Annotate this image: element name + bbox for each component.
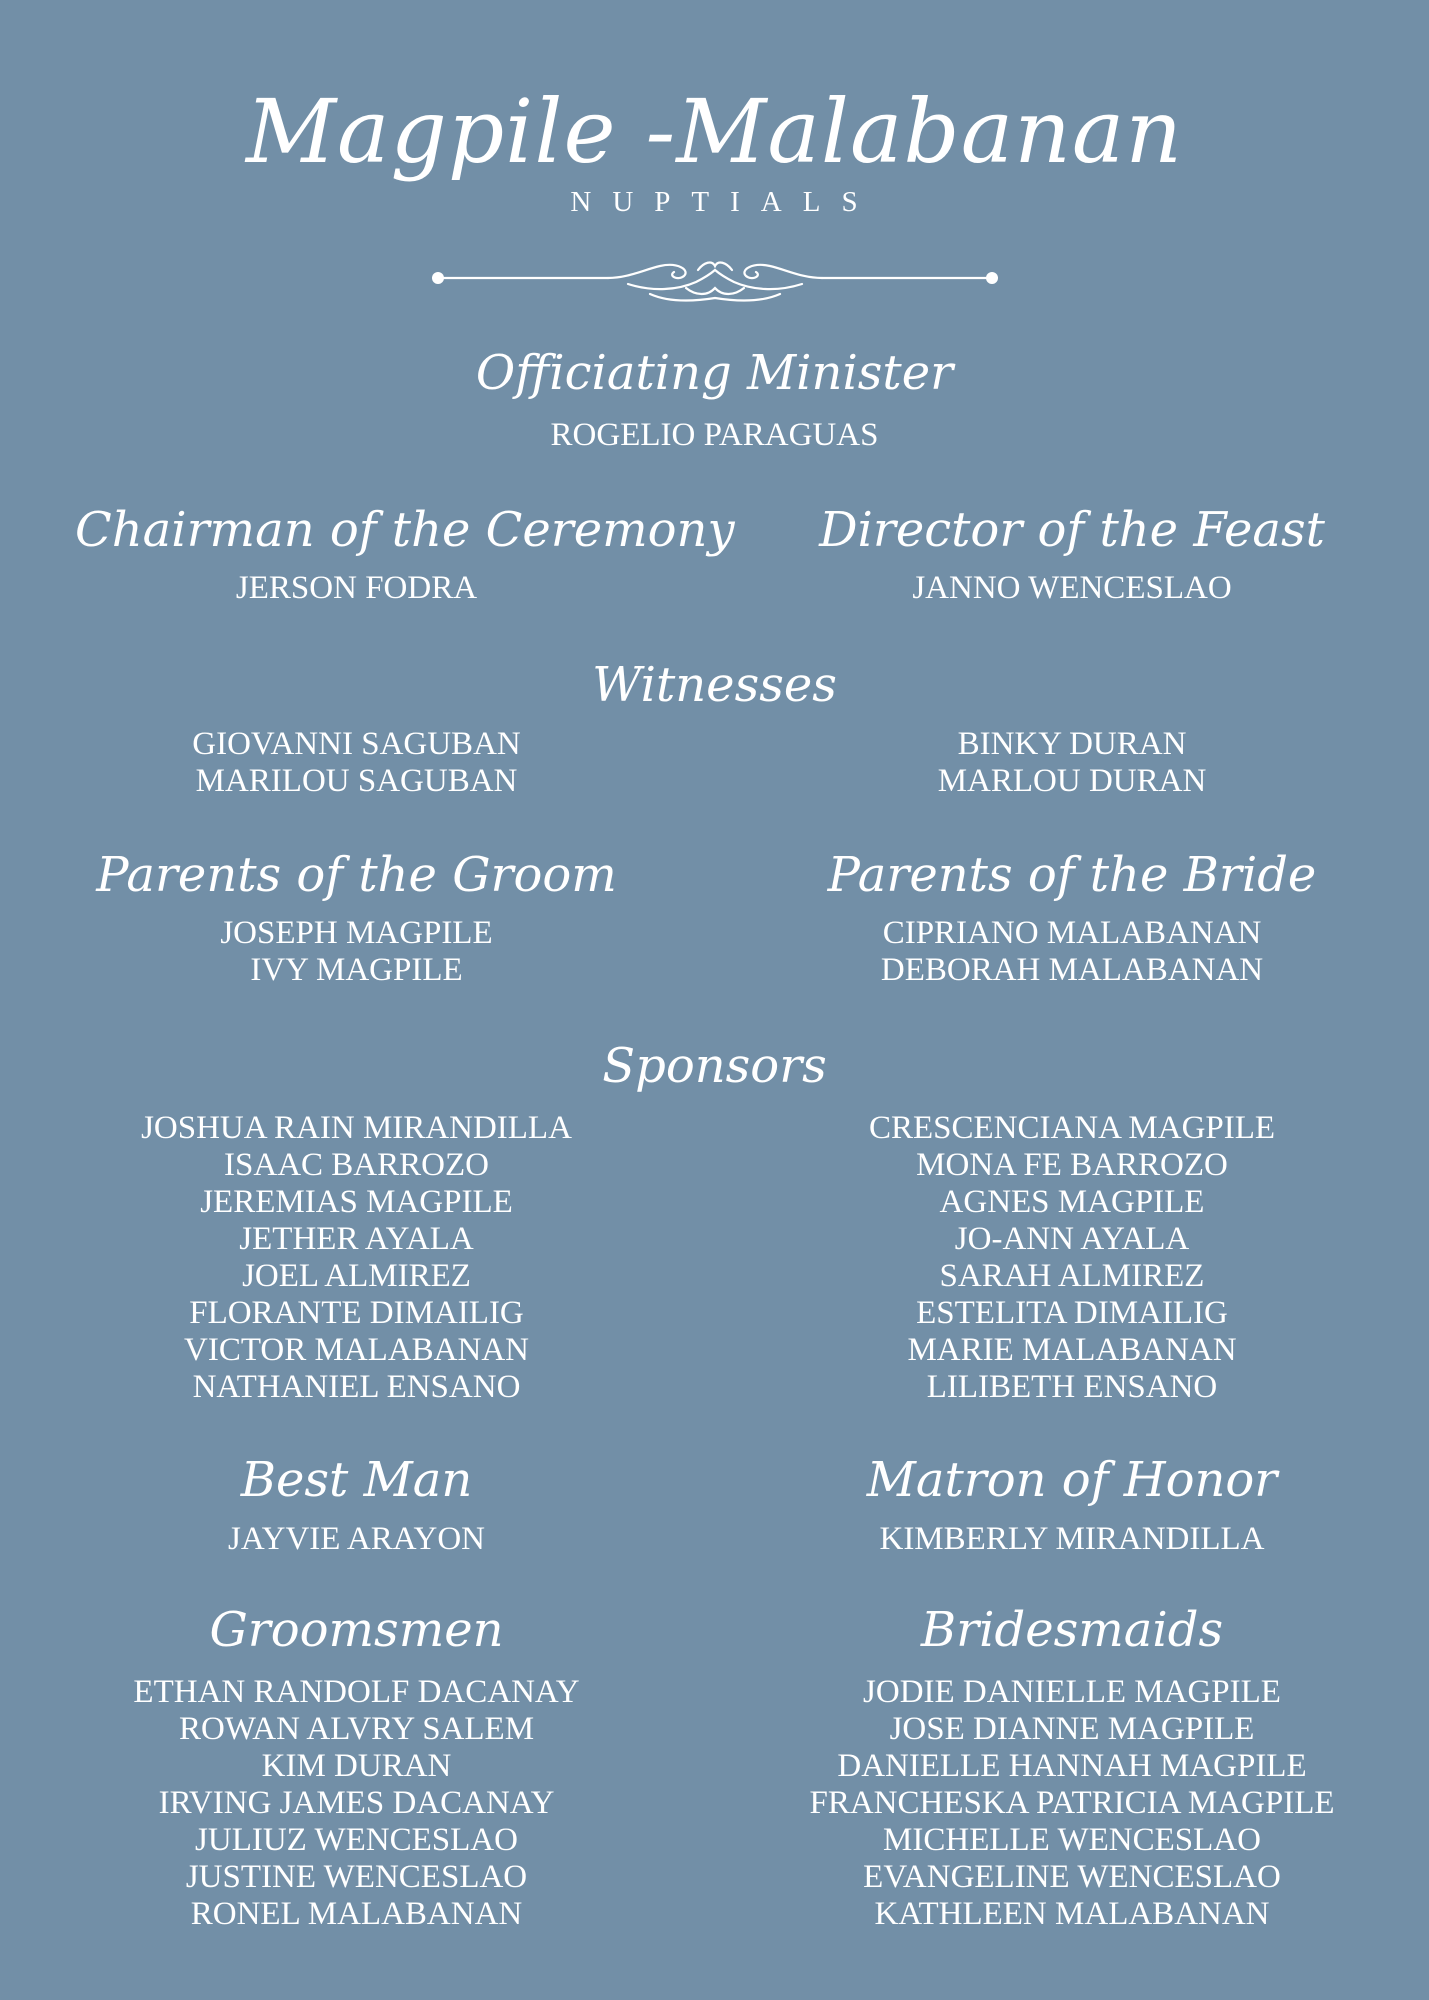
heading-chairman: Chairman of the Ceremony [75, 502, 735, 558]
name-line: DANIELLE HANNAH MAGPILE [837, 1748, 1307, 1784]
name-line: SARAH ALMIREZ [939, 1258, 1205, 1294]
director-names [787, 570, 1357, 607]
name-line: RONEL MALABANAN [190, 1896, 523, 1932]
name-line: IRVING JAMES DACANAY [158, 1785, 555, 1821]
groomsmen-names [75, 1674, 638, 1933]
name-line: VICTOR MALABANAN [184, 1332, 529, 1368]
name-line: JULIUZ WENCESLAO [195, 1822, 518, 1858]
name-line: FLORANTE DIMAILIG [189, 1295, 524, 1331]
name-line: MONA FE BARROZO [916, 1147, 1228, 1183]
parents-bride-names [787, 915, 1357, 989]
chairman-names [75, 570, 638, 607]
name-line: GIOVANNI SAGUBAN [192, 726, 521, 762]
name-line: JODIE DANIELLE MAGPILE [863, 1674, 1281, 1710]
heading-groomsmen: Groomsmen [209, 1602, 504, 1658]
name-line: JOSEPH MAGPILE [220, 915, 493, 951]
name-line: NATHANIEL ENSANO [192, 1369, 521, 1405]
heading-bridesmaids: Bridesmaids [920, 1602, 1224, 1658]
name-line: MICHELLE WENCESLAO [883, 1822, 1261, 1858]
witnesses-right-names [787, 726, 1357, 800]
name-line: LILIBETH ENSANO [926, 1369, 1218, 1405]
name-line: IVY MAGPILE [250, 952, 463, 988]
name-line: AGNES MAGPILE [939, 1184, 1205, 1220]
name-line: JOSE DIANNE MAGPILE [889, 1711, 1255, 1747]
officiating-minister-names [0, 417, 1429, 454]
heading-best-man: Best Man [240, 1452, 473, 1508]
sponsors-right-names [787, 1110, 1357, 1406]
name-line: ESTELITA DIMAILIG [916, 1295, 1228, 1331]
name-line: ROWAN ALVRY SALEM [178, 1711, 535, 1747]
heading-director: Director of the Feast [819, 502, 1325, 558]
name-line: ETHAN RANDOLF DACANAY [133, 1674, 580, 1710]
matron-of-honor-names [787, 1521, 1357, 1558]
name-line: MARIE MALABANAN [907, 1332, 1237, 1368]
heading-parents-bride: Parents of the Bride [827, 847, 1317, 903]
name-line: JANNO WENCESLAO [912, 570, 1232, 606]
name-line: MARILOU SAGUBAN [195, 763, 518, 799]
name-line: KATHLEEN MALABANAN [874, 1896, 1270, 1932]
name-line: KIMBERLY MIRANDILLA [879, 1521, 1265, 1557]
heading-witnesses: Witnesses [592, 657, 837, 713]
name-line: JAYVIE ARAYON [227, 1521, 486, 1557]
name-line: JERSON FODRA [235, 570, 478, 606]
name-line: MARLOU DURAN [937, 763, 1207, 799]
name-line: EVANGELINE WENCESLAO [863, 1859, 1281, 1895]
name-line: JO-ANN AYALA [954, 1221, 1190, 1257]
heading-parents-groom: Parents of the Groom [96, 847, 617, 903]
name-line: KIM DURAN [261, 1748, 452, 1784]
name-line: JOSHUA RAIN MIRANDILLA [141, 1110, 572, 1146]
heading-matron-of-honor: Matron of Honor [866, 1452, 1278, 1508]
page-title: Magpile -Malabanan [245, 80, 1184, 183]
name-line: CRESCENCIANA MAGPILE [868, 1110, 1276, 1146]
heading-officiating-minister: Officiating Minister [475, 345, 954, 401]
name-line: JOEL ALMIREZ [242, 1258, 471, 1294]
parents-groom-names [75, 915, 638, 989]
sponsors-left-names [75, 1110, 638, 1406]
best-man-names [75, 1521, 638, 1558]
flourish-divider-icon [428, 248, 1002, 312]
witnesses-left-names [75, 726, 638, 800]
name-line: BINKY DURAN [957, 726, 1187, 762]
name-line: JUSTINE WENCESLAO [185, 1859, 528, 1895]
bridesmaids-names [787, 1674, 1357, 1933]
name-line: ROGELIO PARAGUAS [550, 417, 879, 453]
name-line: ISAAC BARROZO [224, 1147, 489, 1183]
name-line: CIPRIANO MALABANAN [882, 915, 1262, 951]
heading-sponsors: Sponsors [602, 1038, 827, 1094]
page-subtitle: NUPTIALS [570, 186, 879, 218]
name-line: JEREMIAS MAGPILE [200, 1184, 513, 1220]
name-line: JETHER AYALA [239, 1221, 474, 1257]
name-line: FRANCHESKA PATRICIA MAGPILE [809, 1785, 1335, 1821]
name-line: DEBORAH MALABANAN [880, 952, 1264, 988]
